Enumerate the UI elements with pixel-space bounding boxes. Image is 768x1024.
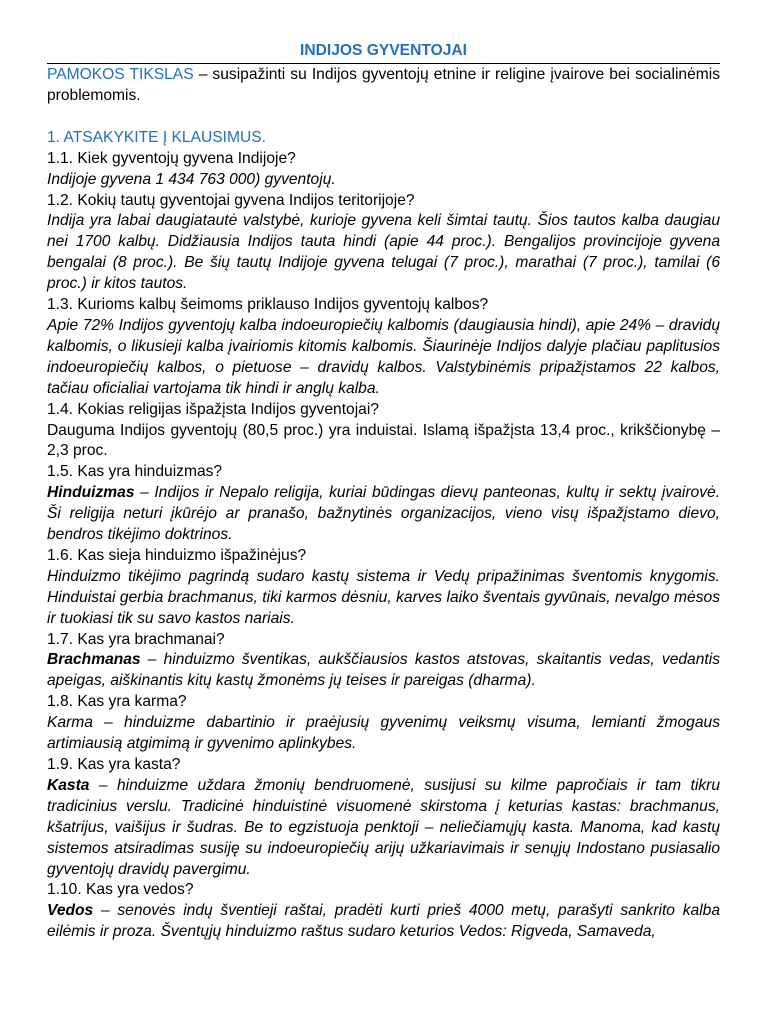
term-hinduizmas: Hinduizmas xyxy=(47,484,135,502)
answer-1-3: Apie 72% Indijos gyventojų kalba indoeuropiečių kalbomis (daugiausia hindi), apie 24% – dravidų kalbomis, o likusieji kalba įvairiomis kitomis kalbomis. Šiaurinėje Indijos dalyje plačiau paplitusios indoeuropiečių kalbos, o pietuose – dravidų kalbos. Valstybinėmis pripažįstamos 22 kalbos, tačiau oficialiai vartojama tik hindi ir anglų kalba. xyxy=(47,316,720,397)
answer-1-9-text: – hinduizme uždara žmonių bendruomenė, susijusi su kilme papročiais ir tam tikru tradicinius verslu. Tradicinė hinduistinė visuomenė skirstoma į keturias kastas: brachmanus, kšatrijus, vaišijus ir šudras. Be to egzistuoja penktoji – neliečiamųjų kasta. Manoma, kad kastų sistemos atsiradimas susiję su indoeuropiečių arijų užkariavimais ir senųjų Indostano pusiasalio gyventojų dravidų pavergimu. xyxy=(47,776,720,878)
answer-1-7-text: – hinduizmo šventikas, aukščiausios kastos atstovas, skaitantis vedas, vedantis apeigas, aiškinantis kitų kastų žmonėms jų teises ir pareigas (dharma). xyxy=(47,651,720,690)
term-vedos: Vedos xyxy=(47,902,94,920)
answer-1-4: Dauguma Indijos gyventojų (80,5 proc.) yra induistai. Islamą išpažįsta 13,4 proc., krikščionybę – 2,3 proc. xyxy=(47,421,720,460)
answer-1-6: Hinduizmo tikėjimo pagrindą sudaro kastų sistema ir Vedų pripažinimas šventomis knygomis. Hinduistai gerbia brachmanus, tiki karmos dėsniu, karves laiko šventais gyvūnais, nevalgo mėsos ir tuokiasi tik su savo kastos nariais. xyxy=(47,567,720,627)
answer-1-9 xyxy=(47,776,720,881)
question-1-6: 1.6. Kas sieja hinduizmo išpažinėjus? xyxy=(47,546,307,564)
answer-1-8: Karma – hinduizme dabartinio ir praėjusių gyvenimų veiksmų visuma, lemianti žmogaus artimiausią atgimimą ir gyvenimo aplinkybes. xyxy=(47,714,720,753)
section-title: 1. ATSAKYKITE Į KLAUSIMUS. xyxy=(47,128,266,146)
question-1-2: 1.2. Kokių tautų gyventojai gyvena Indijos teritorijoje? xyxy=(47,191,415,209)
lesson-goal-label: PAMOKOS TIKSLAS xyxy=(47,66,194,83)
question-1-5: 1.5. Kas yra hinduizmas? xyxy=(47,463,223,481)
answer-1-2: Indija yra labai daugiatautė valstybė, kurioje gyvena keli šimtai tautų. Šios tautos kalba daugiau nei 1700 kalbų. Didžiausia Indijos tauta hindi (apie 44 proc.). Bengalijos provincijoje gyvena bengalai (8 proc.). Be šių tautų Indijoje gyvena telugai (7 proc.), marathai (7 proc.), tamilai (6 proc.) ir kitos tautos. xyxy=(47,212,720,293)
answer-1-10-text: – senovės indų šventieji raštai, pradėti kurti prieš 4000 metų, parašyti sankrito kalba eilėmis ir proza. Šventųjų hinduizmo raštus sudaro keturios Vedos: Rigveda, Samaveda, xyxy=(47,902,720,941)
term-kasta: Kasta xyxy=(47,776,90,794)
answer-1-5-text: – Indijos ir Nepalo religija, kuriai būdingas dievų panteonas, kultų ir sektų įvairovė. Ši religija neturi įkūrėjo ar pranašo, bažnytinės organizacijos, vieno visų išpažįstamo dievo, bendros tikėjimo doktrinos. xyxy=(47,484,720,544)
answer-1-1: Indijoje gyvena 1 434 763 000) gyventojų. xyxy=(47,170,336,188)
question-1-10: 1.10. Kas yra vedos? xyxy=(47,881,194,899)
lesson-goal xyxy=(47,65,720,107)
question-1-1: 1.1. Kiek gyventojų gyvena Indijoje? xyxy=(47,149,296,167)
question-1-7: 1.7. Kas yra brachmanai? xyxy=(47,630,225,648)
answer-1-7 xyxy=(47,650,720,692)
question-1-3: 1.3. Kurioms kalbų šeimoms priklauso Indijos gyventojų kalbos? xyxy=(47,296,489,314)
document-title: INDIJOS GYVENTOJAI xyxy=(47,40,720,64)
spacer xyxy=(47,107,720,128)
lesson-goal-text: – susipažinti su Indijos gyventojų etnine ir religine įvairove bei socialinėmis problemomis. xyxy=(47,66,720,104)
answer-1-10 xyxy=(47,901,720,943)
question-1-4: 1.4. Kokias religijas išpažįsta Indijos gyventojai? xyxy=(47,400,379,418)
answer-1-5 xyxy=(47,483,720,546)
question-1-8: 1.8. Kas yra karma? xyxy=(47,693,187,711)
question-1-9: 1.9. Kas yra kasta? xyxy=(47,756,181,773)
term-brachmanas: Brachmanas xyxy=(47,651,141,669)
